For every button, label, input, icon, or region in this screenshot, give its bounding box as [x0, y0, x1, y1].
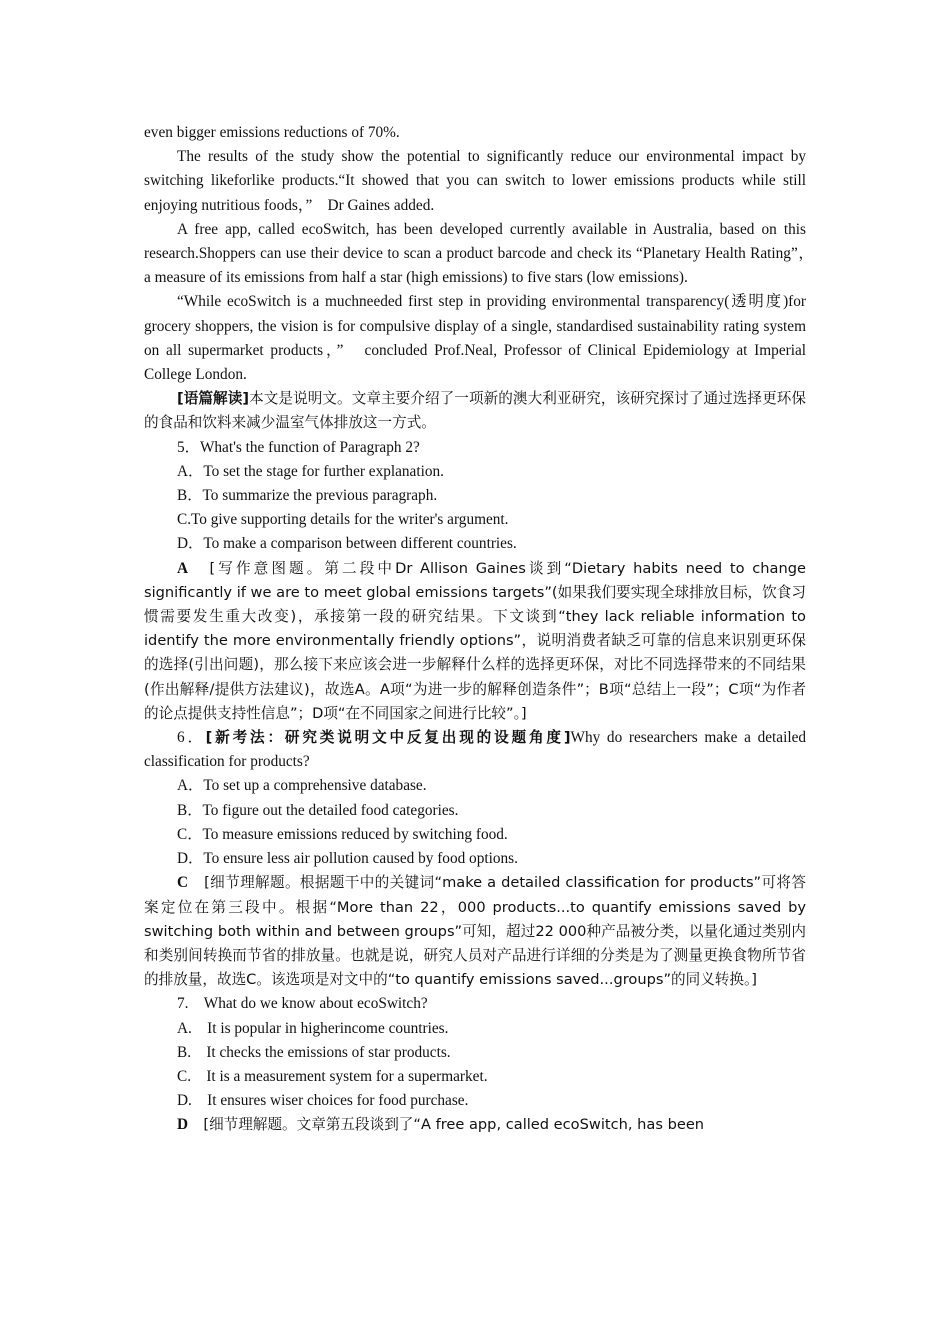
q6-stem-block: [144, 726, 806, 774]
q7-stem: 7. What do we know about ecoSwitch?: [177, 995, 428, 1013]
interpretation-text: 本文是说明文。文章主要介绍了一项新的澳大利亚研究，该研究探讨了通过选择更环保的食品和饮料来减少温室气体排放这一方式。: [144, 390, 806, 432]
q6-option-c: C．To measure emissions reduced by switching food.: [177, 825, 508, 843]
q5-option-c: C.To give supporting details for the writer's argument.: [177, 511, 509, 529]
q7-option-b: B. It checks the emissions of star products.: [177, 1043, 451, 1061]
interpretation: [144, 387, 806, 435]
q5-answer: A: [177, 559, 189, 577]
q5-answer-block: [144, 557, 806, 726]
q7-answer: D: [177, 1116, 189, 1134]
q7-option-a: A. It is popular in higherincome countries.: [177, 1019, 449, 1037]
q6-stem: Why do researchers make a detailed classification for products?: [144, 729, 807, 771]
passage-app-paragraph: A free app, called ecoSwitch, has been developed currently available in Australia, based on this research.Shoppers can use their device to scan a product barcode and check its “Planetary Health Rating”， a measure of its emissions from half a star (high emissions) to five stars (low emissions).: [144, 220, 822, 287]
document-page: [144, 121, 822, 1138]
q5-option-d: D．To make a comparison between different countries.: [177, 535, 517, 553]
q6-option-a: A．To set up a comprehensive database.: [177, 777, 427, 795]
q6-answer: C: [177, 874, 189, 892]
passage-continuation: even bigger emissions reductions of 70%.: [144, 124, 400, 141]
q5-explanation: [写作意图题。第二段中Dr Allison Gaines谈到“Dietary habits need to change significantly if we are to meet global emissions targets”(如果我们要实现全球排放目标，饮食习惯需要发生重大改变)，承接第一段的研究结果。下文谈到“they lack reliable information to identify the more environmentally friendly options”，说明消费者缺乏可靠的信息来识别更环保的选择(引出问题)，那么接下来应该会进一步解释什么样的选择更环保，对比不同选择带来的不同结果(作出解释/提供方法建议)，故选A。A项“为进一步的解释创造条件”；B项“总结上一段”；C项“为作者的论点提供支持性信息”；D项“在不同国家之间进行比较”。]: [144, 559, 806, 722]
passage-results-paragraph: The results of the study show the potential to significantly reduce our environmental impact by switching likeforlike products.“It showed that you can switch to lower emissions products while still enjoying nutritious foods，” Dr Gaines added.: [144, 148, 806, 214]
q6-explanation: [细节理解题。根据题干中的关键词“make a detailed classification for products”可将答案定位在第三段中。根据“More than 22，000 products...to quantify emissions saved by switching both within and between groups”可知，超过22 000种产品被分类，以量化通过类别内和类别间转换而节省的排放量。也就是说，研究人员对产品进行详细的分类是为了测量更换食物所节省的排放量，故选C。该选项是对文中的“to quantify emissions saved...groups”的同义转换。]: [144, 874, 806, 989]
q7-option-c: C. It is a measurement system for a supermarket.: [177, 1067, 488, 1085]
q6-option-d: D．To ensure less air pollution caused by food options.: [177, 850, 518, 868]
q5-option-a: A．To set the stage for further explanation.: [177, 462, 444, 480]
q7-explanation: [细节理解题。文章第五段谈到了“A free app, called ecoSwitch, has been: [203, 1116, 705, 1134]
q5-option-b: B．To summarize the previous paragraph.: [177, 487, 438, 505]
q5-stem: 5．What's the function of Paragraph 2?: [177, 438, 420, 456]
q7-option-d: D. It ensures wiser choices for food purchase.: [177, 1092, 469, 1110]
q6-option-b: B．To figure out the detailed food categories.: [177, 801, 459, 819]
q6-number: 6．: [177, 729, 206, 747]
q6-answer-block: [144, 871, 806, 992]
interpretation-label: [语篇解读]: [177, 390, 250, 408]
passage-quote-paragraph: “While ecoSwitch is a muchneeded first step in providing environmental transparency(透明度)for grocery shoppers, the vision is for compulsive display of a single, standardised sustainability rating system on all supermarket products，” concluded Prof.Neal, Professor of Clinical Epidemiology at Imperial College London.: [144, 293, 806, 384]
q7-answer-block: [144, 1113, 806, 1137]
q6-tag: [新考法：研究类说明文中反复出现的设题角度]: [205, 729, 571, 747]
